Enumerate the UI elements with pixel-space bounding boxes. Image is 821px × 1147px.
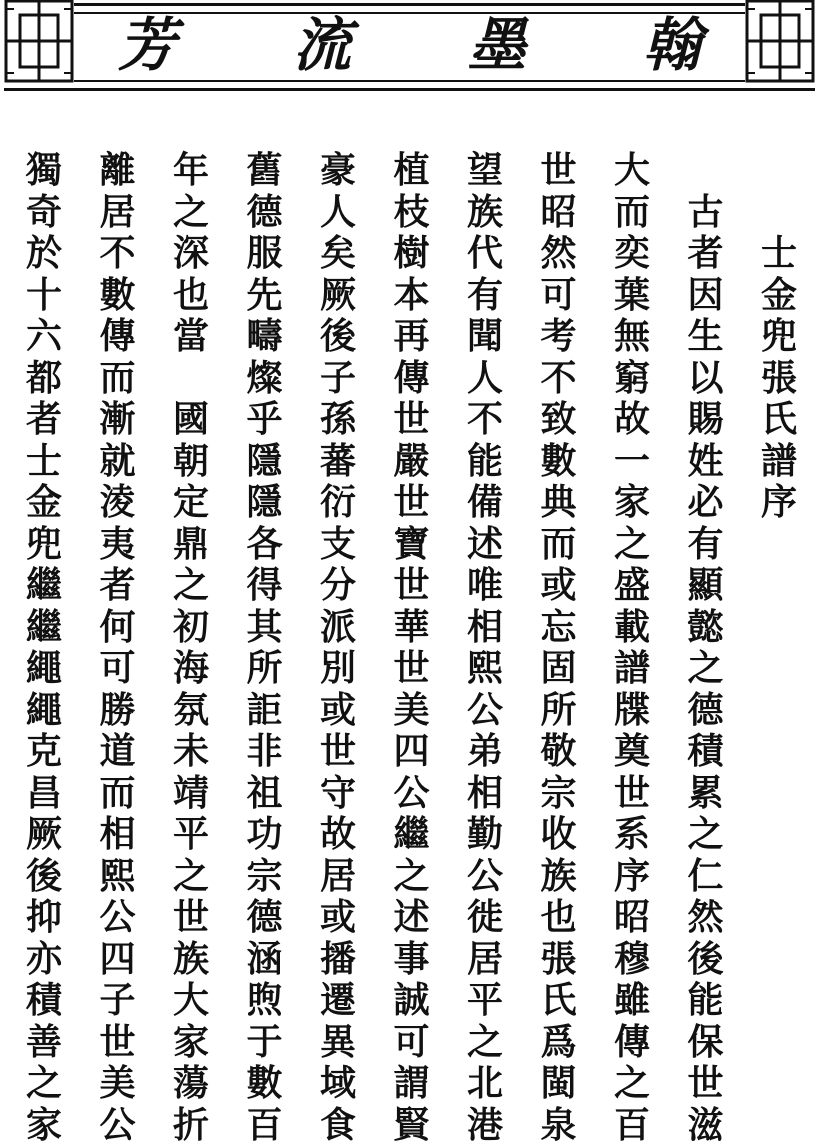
text-glyph: 就 [99, 439, 136, 482]
text-glyph: 不 [466, 398, 503, 440]
text-glyph: 祖 [246, 771, 283, 814]
text-glyph: 者 [687, 232, 724, 274]
text-glyph: 燦 [246, 356, 283, 399]
text-glyph: 者 [99, 564, 136, 606]
text-glyph: 可 [99, 647, 136, 689]
text-glyph: 域 [319, 1062, 356, 1104]
text-column [681, 192, 731, 1147]
text-glyph: 四 [393, 730, 430, 772]
text-glyph: 孫 [319, 398, 356, 440]
text-glyph: 爲 [540, 1020, 577, 1063]
text-glyph: 世 [540, 149, 577, 191]
text-glyph: 代 [466, 232, 503, 274]
text-glyph: 故 [319, 813, 356, 855]
text-glyph [166, 358, 216, 400]
text-glyph: 雖 [613, 979, 650, 1021]
text-glyph: 譜 [613, 647, 650, 689]
text-glyph: 蕃 [319, 439, 356, 482]
text-glyph: 士 [25, 439, 62, 482]
text-glyph: 再 [393, 315, 430, 357]
text-glyph: 後 [687, 937, 724, 980]
header-banner [4, 3, 815, 91]
text-glyph: 之 [172, 190, 209, 233]
text-glyph: 故 [613, 398, 650, 440]
text-column [313, 150, 363, 1146]
text-glyph: 金 [25, 481, 62, 523]
text-glyph: 之 [613, 522, 650, 565]
text-glyph: 而 [540, 522, 577, 565]
document-title-column [754, 233, 804, 524]
text-glyph: 隱 [246, 481, 283, 523]
text-glyph: 保 [687, 1020, 724, 1063]
text-glyph: 之 [172, 564, 209, 606]
text-glyph: 折 [172, 1103, 209, 1146]
text-glyph: 何 [99, 605, 136, 648]
text-glyph: 國 [172, 398, 209, 440]
text-glyph: 公 [99, 1103, 136, 1146]
text-glyph: 亦 [25, 937, 62, 980]
text-glyph: 奕 [613, 232, 650, 274]
banner-char: 翰 [642, 11, 701, 79]
text-glyph: 因 [687, 273, 724, 316]
text-glyph: 大 [613, 149, 650, 191]
text-glyph: 四 [99, 937, 136, 980]
text-glyph: 食 [319, 1103, 356, 1146]
text-glyph: 抑 [25, 896, 62, 938]
text-glyph: 勝 [99, 688, 136, 731]
text-glyph: 當 [172, 315, 209, 357]
text-glyph: 宗 [246, 854, 283, 897]
text-glyph: 謂 [393, 1062, 430, 1104]
text-glyph: 繼 [393, 813, 430, 855]
text-glyph: 述 [393, 896, 430, 938]
text-glyph: 也 [172, 273, 209, 316]
text-glyph: 克 [25, 730, 62, 772]
text-glyph: 乎 [246, 398, 283, 440]
text-glyph: 或 [540, 564, 577, 606]
text-glyph: 離 [99, 149, 136, 191]
text-glyph: 致 [540, 398, 577, 440]
text-glyph: 兜 [760, 315, 797, 357]
text-glyph: 賜 [687, 398, 724, 440]
text-glyph: 弟 [466, 730, 503, 772]
fret-ornament-right-icon [741, 0, 819, 85]
text-glyph: 或 [319, 688, 356, 731]
text-glyph: 氛 [172, 688, 209, 731]
text-glyph: 鼎 [172, 522, 209, 565]
banner-char: 芳 [118, 11, 177, 79]
text-glyph: 傳 [613, 1020, 650, 1063]
text-glyph: 序 [760, 481, 797, 523]
text-glyph: 世 [172, 896, 209, 938]
text-glyph: 收 [540, 813, 577, 855]
text-glyph: 平 [466, 979, 503, 1021]
text-glyph: 系 [613, 813, 650, 855]
text-glyph: 固 [540, 647, 577, 689]
text-glyph: 異 [319, 1020, 356, 1063]
text-glyph: 不 [540, 356, 577, 399]
text-glyph: 閩 [540, 1062, 577, 1104]
text-glyph: 氏 [540, 979, 577, 1021]
text-glyph: 繼 [25, 564, 62, 606]
text-glyph: 牒 [613, 688, 650, 731]
text-glyph: 服 [246, 232, 283, 274]
text-glyph: 之 [613, 1062, 650, 1104]
text-glyph: 深 [172, 232, 209, 274]
text-glyph: 者 [25, 398, 62, 440]
text-glyph: 備 [466, 481, 503, 523]
text-glyph: 靖 [172, 771, 209, 814]
text-glyph: 世 [613, 771, 650, 814]
text-glyph: 古 [687, 190, 724, 233]
text-glyph: 而 [99, 771, 136, 814]
text-glyph: 繼 [25, 605, 62, 648]
text-glyph: 各 [246, 522, 283, 565]
text-glyph: 能 [687, 979, 724, 1021]
text-glyph: 世 [393, 481, 430, 523]
text-glyph: 可 [393, 1020, 430, 1063]
text-glyph: 數 [540, 439, 577, 482]
text-glyph: 族 [466, 190, 503, 233]
text-glyph: 滋 [687, 1103, 724, 1146]
text-glyph: 舊 [246, 149, 283, 191]
text-glyph: 昭 [613, 896, 650, 938]
text-glyph: 徙 [466, 896, 503, 938]
text-glyph: 蕩 [172, 1062, 209, 1104]
text-glyph: 有 [687, 522, 724, 565]
text-glyph: 譜 [760, 439, 797, 482]
text-glyph: 家 [613, 481, 650, 523]
text-glyph: 無 [613, 315, 650, 357]
text-glyph: 世 [393, 564, 430, 606]
text-glyph: 朝 [172, 439, 209, 482]
text-glyph: 世 [319, 730, 356, 772]
text-glyph: 典 [540, 481, 577, 523]
text-glyph: 或 [319, 896, 356, 938]
text-glyph: 族 [172, 937, 209, 980]
text-glyph: 樹 [393, 232, 430, 274]
text-glyph: 繩 [25, 647, 62, 689]
text-glyph: 枝 [393, 190, 430, 233]
text-glyph: 兜 [25, 522, 62, 565]
text-glyph: 昌 [25, 771, 62, 814]
text-glyph: 相 [99, 813, 136, 855]
text-glyph: 子 [319, 356, 356, 399]
text-glyph: 本 [393, 273, 430, 316]
text-glyph: 居 [319, 854, 356, 897]
text-glyph: 都 [25, 356, 62, 399]
text-glyph: 美 [99, 1062, 136, 1104]
text-glyph: 家 [25, 1103, 62, 1146]
text-glyph: 於 [25, 232, 62, 274]
text-glyph: 德 [246, 190, 283, 233]
text-glyph: 世 [687, 1062, 724, 1104]
text-glyph: 華 [393, 605, 430, 648]
text-glyph: 傳 [393, 356, 430, 399]
text-glyph: 穆 [613, 937, 650, 980]
text-glyph: 世 [99, 1020, 136, 1063]
text-glyph: 淩 [99, 481, 136, 523]
text-glyph: 港 [466, 1103, 503, 1146]
text-glyph: 矣 [319, 232, 356, 274]
text-glyph: 積 [687, 730, 724, 772]
text-glyph: 厥 [319, 273, 356, 316]
text-glyph: 張 [540, 937, 577, 980]
text-glyph: 遷 [319, 979, 356, 1021]
text-glyph: 仁 [687, 854, 724, 897]
text-glyph: 而 [99, 356, 136, 399]
text-glyph: 相 [466, 771, 503, 814]
text-glyph: 海 [172, 647, 209, 689]
text-glyph: 勤 [466, 813, 503, 855]
text-glyph: 之 [25, 1062, 62, 1104]
genealogy-preface-text [0, 149, 821, 1146]
text-glyph: 之 [172, 854, 209, 897]
text-glyph: 有 [466, 273, 503, 316]
text-glyph: 考 [540, 315, 577, 357]
text-glyph: 衍 [319, 481, 356, 523]
text-glyph: 公 [99, 896, 136, 938]
text-glyph: 大 [172, 979, 209, 1021]
text-glyph: 所 [246, 647, 283, 689]
text-column [534, 150, 584, 1146]
text-glyph: 之 [393, 854, 430, 897]
text-glyph: 厥 [25, 813, 62, 855]
text-glyph: 寶 [393, 522, 430, 565]
text-column [93, 150, 143, 1146]
text-glyph: 疇 [246, 315, 283, 357]
fret-ornament-left-icon [0, 0, 78, 85]
text-column [19, 150, 69, 1146]
text-glyph: 所 [540, 688, 577, 731]
text-glyph: 述 [466, 522, 503, 565]
text-glyph: 公 [466, 854, 503, 897]
text-glyph: 善 [25, 1020, 62, 1063]
text-glyph: 未 [172, 730, 209, 772]
text-glyph: 播 [319, 937, 356, 980]
text-glyph: 豪 [319, 149, 356, 191]
text-glyph: 之 [687, 813, 724, 855]
text-glyph: 支 [319, 522, 356, 565]
banner-char: 流 [292, 11, 351, 79]
text-glyph: 世 [393, 647, 430, 689]
text-glyph: 定 [172, 481, 209, 523]
text-glyph: 事 [393, 937, 430, 980]
text-glyph: 忘 [540, 605, 577, 648]
text-glyph: 初 [172, 605, 209, 648]
text-glyph: 賢 [393, 1103, 430, 1146]
text-glyph: 金 [760, 273, 797, 316]
text-glyph: 積 [25, 979, 62, 1021]
text-glyph: 葉 [613, 273, 650, 316]
text-glyph: 隱 [246, 439, 283, 482]
text-glyph: 六 [25, 315, 62, 357]
text-glyph: 奠 [613, 730, 650, 772]
text-glyph: 別 [319, 647, 356, 689]
text-glyph: 德 [687, 688, 724, 731]
text-glyph: 不 [99, 232, 136, 274]
text-glyph: 非 [246, 730, 283, 772]
text-glyph: 美 [393, 688, 430, 731]
text-glyph: 誠 [393, 979, 430, 1021]
text-column [607, 150, 657, 1146]
text-glyph: 獨 [25, 149, 62, 191]
text-column [166, 150, 216, 1146]
text-glyph: 于 [246, 1020, 283, 1063]
text-glyph: 子 [99, 979, 136, 1021]
text-glyph: 繩 [25, 688, 62, 731]
text-glyph: 百 [613, 1103, 650, 1146]
text-glyph: 懿 [687, 605, 724, 648]
text-glyph: 序 [613, 854, 650, 897]
text-glyph: 後 [25, 854, 62, 897]
text-glyph: 世 [393, 398, 430, 440]
text-glyph: 派 [319, 605, 356, 648]
text-glyph: 居 [99, 190, 136, 233]
text-glyph: 年 [172, 149, 209, 191]
text-glyph: 數 [99, 273, 136, 316]
text-glyph: 必 [687, 481, 724, 523]
text-glyph: 可 [540, 273, 577, 316]
text-glyph: 功 [246, 813, 283, 855]
text-glyph: 然 [687, 896, 724, 938]
text-glyph: 望 [466, 149, 503, 191]
text-glyph: 公 [466, 688, 503, 731]
text-glyph: 相 [466, 605, 503, 648]
text-glyph: 百 [246, 1103, 283, 1146]
text-glyph: 也 [540, 896, 577, 938]
text-glyph: 德 [246, 896, 283, 938]
text-glyph: 數 [246, 1062, 283, 1104]
text-glyph: 植 [393, 149, 430, 191]
text-glyph: 道 [99, 730, 136, 772]
text-glyph: 能 [466, 439, 503, 482]
text-glyph: 後 [319, 315, 356, 357]
text-glyph: 唯 [466, 564, 503, 606]
text-glyph: 涵 [246, 937, 283, 980]
text-glyph: 平 [172, 813, 209, 855]
text-glyph: 漸 [99, 398, 136, 440]
text-glyph: 載 [613, 605, 650, 648]
banner-char: 墨 [467, 11, 526, 79]
text-column [387, 150, 437, 1146]
text-glyph: 窮 [613, 356, 650, 399]
text-glyph: 盛 [613, 564, 650, 606]
text-glyph: 十 [25, 273, 62, 316]
text-glyph: 士 [760, 232, 797, 274]
text-glyph: 人 [466, 356, 503, 399]
text-glyph: 夷 [99, 522, 136, 565]
text-glyph: 公 [393, 771, 430, 814]
text-glyph: 姓 [687, 439, 724, 482]
text-glyph: 守 [319, 771, 356, 814]
text-glyph: 家 [172, 1020, 209, 1063]
text-glyph: 奇 [25, 190, 62, 233]
text-glyph: 熙 [99, 854, 136, 897]
text-glyph: 然 [540, 232, 577, 274]
text-glyph: 先 [246, 273, 283, 316]
text-glyph: 族 [540, 854, 577, 897]
text-glyph: 居 [466, 937, 503, 980]
text-glyph: 分 [319, 564, 356, 606]
text-glyph: 其 [246, 605, 283, 648]
text-glyph: 人 [319, 190, 356, 233]
text-glyph: 累 [687, 771, 724, 814]
text-column [460, 150, 510, 1146]
banner-title [94, 10, 725, 80]
text-glyph: 嚴 [393, 439, 430, 482]
text-glyph: 氏 [760, 398, 797, 440]
text-column [240, 150, 290, 1146]
text-glyph: 泉 [540, 1103, 577, 1146]
text-glyph: 之 [687, 647, 724, 689]
text-glyph: 得 [246, 564, 283, 606]
text-glyph: 詎 [246, 688, 283, 731]
text-glyph: 宗 [540, 771, 577, 814]
text-glyph: 而 [613, 190, 650, 233]
text-glyph: 昭 [540, 190, 577, 233]
text-glyph: 北 [466, 1062, 503, 1104]
text-glyph: 一 [613, 439, 650, 482]
text-glyph: 之 [466, 1020, 503, 1063]
text-glyph: 生 [687, 315, 724, 357]
text-glyph: 傳 [99, 315, 136, 357]
text-glyph: 聞 [466, 315, 503, 357]
text-glyph: 熙 [466, 647, 503, 689]
text-glyph: 以 [687, 356, 724, 399]
text-glyph: 煦 [246, 979, 283, 1021]
text-glyph: 敬 [540, 730, 577, 772]
text-glyph: 張 [760, 356, 797, 399]
text-glyph: 顯 [687, 564, 724, 606]
